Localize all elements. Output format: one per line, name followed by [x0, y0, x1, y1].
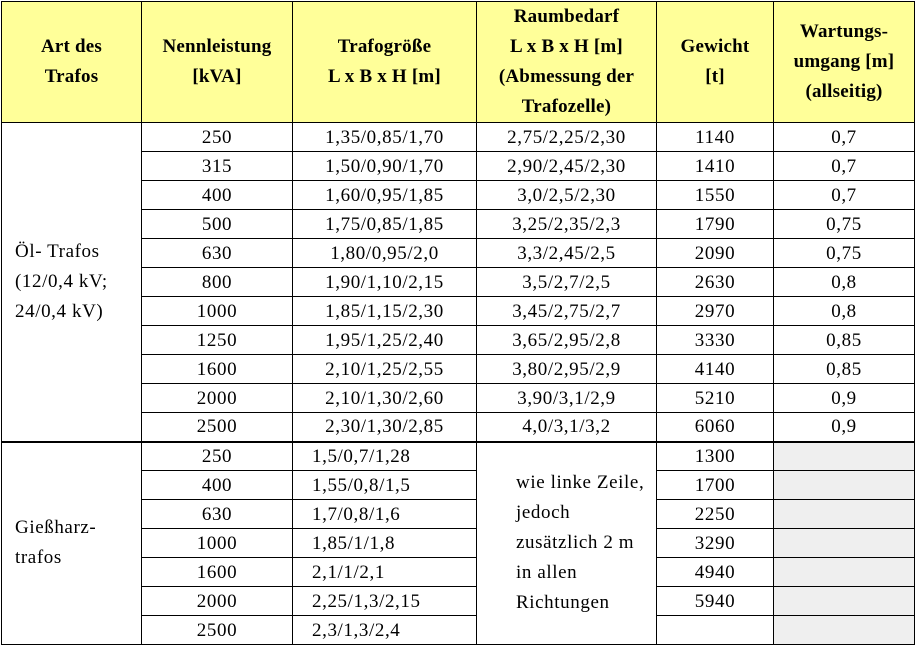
oel-trafo-label-line: Öl- Trafos: [15, 240, 100, 262]
size-cell: 1,50/0,90/1,70: [293, 152, 477, 181]
clearance-cell: 0,7: [774, 123, 915, 152]
room-note-line: jedoch: [516, 502, 571, 524]
size-cell: 1,85/1/1,8: [293, 529, 477, 558]
weight-cell: 1790: [657, 210, 774, 239]
header-row: [2, 2, 915, 123]
kva-cell: 2500: [142, 413, 293, 442]
size-cell: 2,3/1,3/2,4: [293, 616, 477, 645]
size-cell: 2,1/1/2,1: [293, 558, 477, 587]
room-cell: 3,5/2,7/2,5: [477, 268, 657, 297]
weight-cell: 2250: [657, 500, 774, 529]
clearance-cell-empty: [774, 471, 915, 500]
clearance-cell-empty: [774, 500, 915, 529]
header-raumbedarf-line: (Abmessung der: [498, 66, 635, 87]
kva-cell: 2500: [142, 616, 293, 645]
kva-cell: 630: [142, 500, 293, 529]
oel-trafo-label-line: (12/0,4 kV;: [15, 270, 108, 292]
room-cell: 3,65/2,95/2,8: [477, 326, 657, 355]
header-gewicht: [657, 2, 774, 123]
weight-cell: 3290: [657, 529, 774, 558]
header-wartungsumgang: [774, 2, 915, 123]
room-cell: 2,90/2,45/2,30: [477, 152, 657, 181]
kva-cell: 1250: [142, 326, 293, 355]
table-row: [2, 442, 915, 471]
kva-cell: 2000: [142, 587, 293, 616]
weight-cell: 1700: [657, 471, 774, 500]
kva-cell: 400: [142, 471, 293, 500]
size-cell: 1,5/0,7/1,28: [293, 442, 477, 471]
oel-trafo-label: [2, 123, 142, 442]
kva-cell: 250: [142, 123, 293, 152]
size-cell: 1,55/0,8/1,5: [293, 471, 477, 500]
weight-cell: 6060: [657, 413, 774, 442]
clearance-cell: 0,85: [774, 326, 915, 355]
weight-cell: 1550: [657, 181, 774, 210]
size-cell: 2,10/1,25/2,55: [293, 355, 477, 384]
table-row: [2, 123, 915, 152]
header-wartungsumgang-line: Wartungs-: [799, 21, 889, 42]
size-cell: 2,10/1,30/2,60: [293, 384, 477, 413]
header-trafogroesse-line: Trafogröße: [337, 36, 432, 57]
header-wartungsumgang-line: umgang [m]: [793, 51, 895, 72]
room-cell: 3,0/2,5/2,30: [477, 181, 657, 210]
clearance-cell: 0,8: [774, 297, 915, 326]
kva-cell: 315: [142, 152, 293, 181]
weight-cell: 2090: [657, 239, 774, 268]
kva-cell: 1000: [142, 297, 293, 326]
size-cell: 2,25/1,3/2,15: [293, 587, 477, 616]
trafo-table: [1, 1, 915, 645]
size-cell: 1,7/0,8/1,6: [293, 500, 477, 529]
size-cell: 1,35/0,85/1,70: [293, 123, 477, 152]
header-art: [2, 2, 142, 123]
header-raumbedarf-line: Trafozelle): [521, 96, 612, 117]
size-cell: 1,85/1,15/2,30: [293, 297, 477, 326]
kva-cell: 2000: [142, 384, 293, 413]
header-gewicht-line: Gewicht: [680, 36, 750, 57]
header-nennleistung: [142, 2, 293, 123]
room-note-line: in allen: [516, 562, 578, 584]
giessharz-trafo-label-line: Gießharz-: [15, 517, 97, 539]
header-trafogroesse: [293, 2, 477, 123]
header-art-line: Trafos: [44, 66, 99, 87]
room-note: [477, 442, 657, 645]
weight-cell: 1410: [657, 152, 774, 181]
header-gewicht-line: [t]: [705, 66, 725, 87]
kva-cell: 1600: [142, 355, 293, 384]
kva-cell: 800: [142, 268, 293, 297]
size-cell: 1,75/0,85/1,85: [293, 210, 477, 239]
clearance-cell-empty: [774, 616, 915, 645]
weight-cell: 1300: [657, 442, 774, 471]
size-cell: 1,80/0,95/2,0: [293, 239, 477, 268]
room-cell: 3,90/3,1/2,9: [477, 384, 657, 413]
weight-cell: 5940: [657, 587, 774, 616]
clearance-cell-empty: [774, 558, 915, 587]
clearance-cell-empty: [774, 587, 915, 616]
weight-cell: 5210: [657, 384, 774, 413]
room-cell: 2,75/2,25/2,30: [477, 123, 657, 152]
oel-trafo-label-line: 24/0,4 kV): [15, 300, 104, 322]
weight-cell: 1140: [657, 123, 774, 152]
kva-cell: 1600: [142, 558, 293, 587]
clearance-cell: 0,85: [774, 355, 915, 384]
room-note-line: zusätzlich 2 m: [516, 532, 635, 554]
kva-cell: 630: [142, 239, 293, 268]
clearance-cell-empty: [774, 529, 915, 558]
weight-cell: 2970: [657, 297, 774, 326]
header-raumbedarf-line: Raumbedarf: [513, 6, 620, 27]
clearance-cell: 0,75: [774, 210, 915, 239]
clearance-cell: 0,75: [774, 239, 915, 268]
room-cell: 3,45/2,75/2,7: [477, 297, 657, 326]
kva-cell: 250: [142, 442, 293, 471]
size-cell: 1,95/1,25/2,40: [293, 326, 477, 355]
header-raumbedarf: [477, 2, 657, 123]
size-cell: 2,30/1,30/2,85: [293, 413, 477, 442]
clearance-cell-empty: [774, 442, 915, 471]
weight-cell: 4940: [657, 558, 774, 587]
clearance-cell: 0,9: [774, 384, 915, 413]
header-art-line: Art des: [40, 36, 103, 57]
header-nennleistung-line: [kVA]: [192, 66, 242, 87]
weight-cell: [657, 616, 774, 645]
giessharz-trafo-label-line: trafos: [15, 547, 62, 569]
room-cell: 3,3/2,45/2,5: [477, 239, 657, 268]
weight-cell: 2630: [657, 268, 774, 297]
header-raumbedarf-line: L x B x H [m]: [510, 36, 623, 57]
kva-cell: 500: [142, 210, 293, 239]
room-cell: 3,80/2,95/2,9: [477, 355, 657, 384]
clearance-cell: 0,8: [774, 268, 915, 297]
kva-cell: 400: [142, 181, 293, 210]
header-trafogroesse-line: L x B x H [m]: [328, 66, 441, 87]
clearance-cell: 0,7: [774, 181, 915, 210]
kva-cell: 1000: [142, 529, 293, 558]
weight-cell: 3330: [657, 326, 774, 355]
clearance-cell: 0,9: [774, 413, 915, 442]
giessharz-trafo-label: [2, 442, 142, 645]
size-cell: 1,90/1,10/2,15: [293, 268, 477, 297]
size-cell: 1,60/0,95/1,85: [293, 181, 477, 210]
header-wartungsumgang-line: (allseitig): [805, 81, 883, 102]
header-nennleistung-line: Nennleistung: [162, 36, 272, 57]
clearance-cell: 0,7: [774, 152, 915, 181]
room-cell: 4,0/3,1/3,2: [477, 413, 657, 442]
room-note-line: Richtungen: [516, 592, 610, 614]
room-cell: 3,25/2,35/2,3: [477, 210, 657, 239]
weight-cell: 4140: [657, 355, 774, 384]
room-note-line: wie linke Zeile,: [516, 472, 645, 494]
